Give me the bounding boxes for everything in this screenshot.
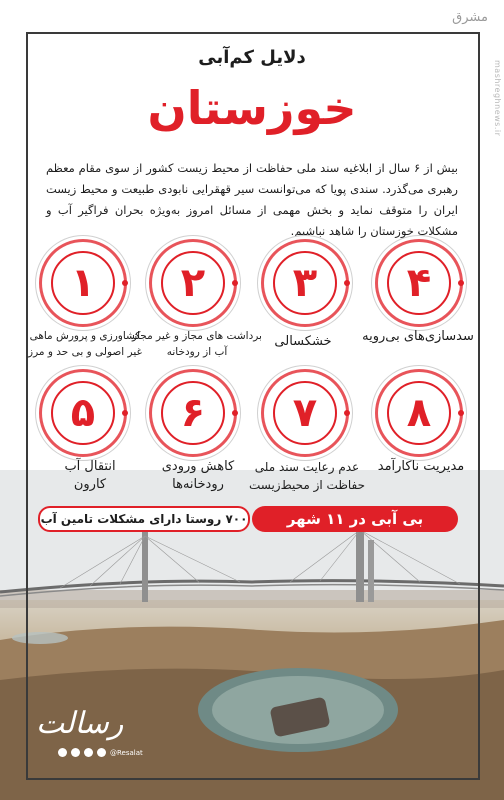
reason-8-badge — [378, 372, 460, 454]
reason-1-caption: کشاورزی و پرورش ماهی غیر اصولی و بی حد و مرز — [28, 330, 142, 358]
source-url: mashreghnews.ir — [493, 60, 502, 137]
reason-3-caption: خشکسالی — [274, 334, 332, 349]
reason-3-number: ۳ — [273, 251, 337, 315]
ring-dot — [344, 280, 350, 286]
reason-7-number: ۷ — [273, 381, 337, 445]
ring-dot — [458, 410, 464, 416]
reason-8-caption: مدیریت ناکارآمد — [377, 459, 465, 474]
resalat-logo: رسالت — [36, 706, 124, 741]
social-handle: @Resalat — [110, 748, 143, 757]
reason-1-number: ۱ — [51, 251, 115, 315]
reason-6-badge — [152, 372, 234, 454]
ring-dot — [122, 280, 128, 286]
villages-stat-badge: ۷۰۰ روستا دارای مشکلات تامین آب — [38, 506, 250, 532]
page-title: خوزستان — [147, 81, 357, 135]
ring-dot — [122, 410, 128, 416]
instagram-icon — [58, 748, 67, 757]
bale-icon — [97, 748, 106, 757]
ring-dot — [232, 410, 238, 416]
reason-8-number: ۸ — [387, 381, 451, 445]
reason-2-number: ۲ — [161, 251, 225, 315]
reason-1-badge — [42, 242, 124, 324]
cities-stat-badge: بی آبی در ۱۱ شهر — [252, 506, 458, 532]
ring-dot — [232, 280, 238, 286]
reason-2-caption: برداشت های مجاز و غیر مجاز آب از رودخانه — [132, 330, 262, 358]
reason-5-caption: انتقال آب کارون — [64, 459, 116, 492]
twitter-icon — [84, 748, 93, 757]
reason-6-caption: کاهش ورودی رودخانه‌ها — [161, 459, 235, 492]
reason-7-badge — [264, 372, 346, 454]
telegram-icon — [71, 748, 80, 757]
ring-dot — [458, 280, 464, 286]
reason-3-badge — [264, 242, 346, 324]
reason-5-number: ۵ — [51, 381, 115, 445]
reason-6-number: ۶ — [161, 381, 225, 445]
social-links — [58, 748, 143, 757]
reason-4-badge — [378, 242, 460, 324]
agency-logo: مشرق — [452, 10, 488, 25]
page-subtitle: دلایل کم‌آبی — [198, 47, 306, 68]
reason-2-badge — [152, 242, 234, 324]
intro-paragraph: بیش از ۶ سال از ابلاغیه سند ملی حفاظت از محیط زیست کشور از سوی مقام معظم رهبری می‌گذرد. سندی پویا که می‌توانست سیر قهقرایی نابودی طبیعت و محیط زیست ایران را متوقف نماید و بخش مهمی از مسائل امروز به‌ویژه بحران فراگیر آب و مشکلات خوزستان را شاهد نباشیم. — [46, 161, 458, 238]
reason-4-caption: سدسازی‌های بی‌رویه — [362, 329, 474, 344]
reason-7-caption: عدم رعایت سند ملی حفاظت از محیط‌زیست — [248, 460, 366, 492]
reason-4-number: ۴ — [387, 251, 451, 315]
ring-dot — [344, 410, 350, 416]
reason-5-badge — [42, 372, 124, 454]
